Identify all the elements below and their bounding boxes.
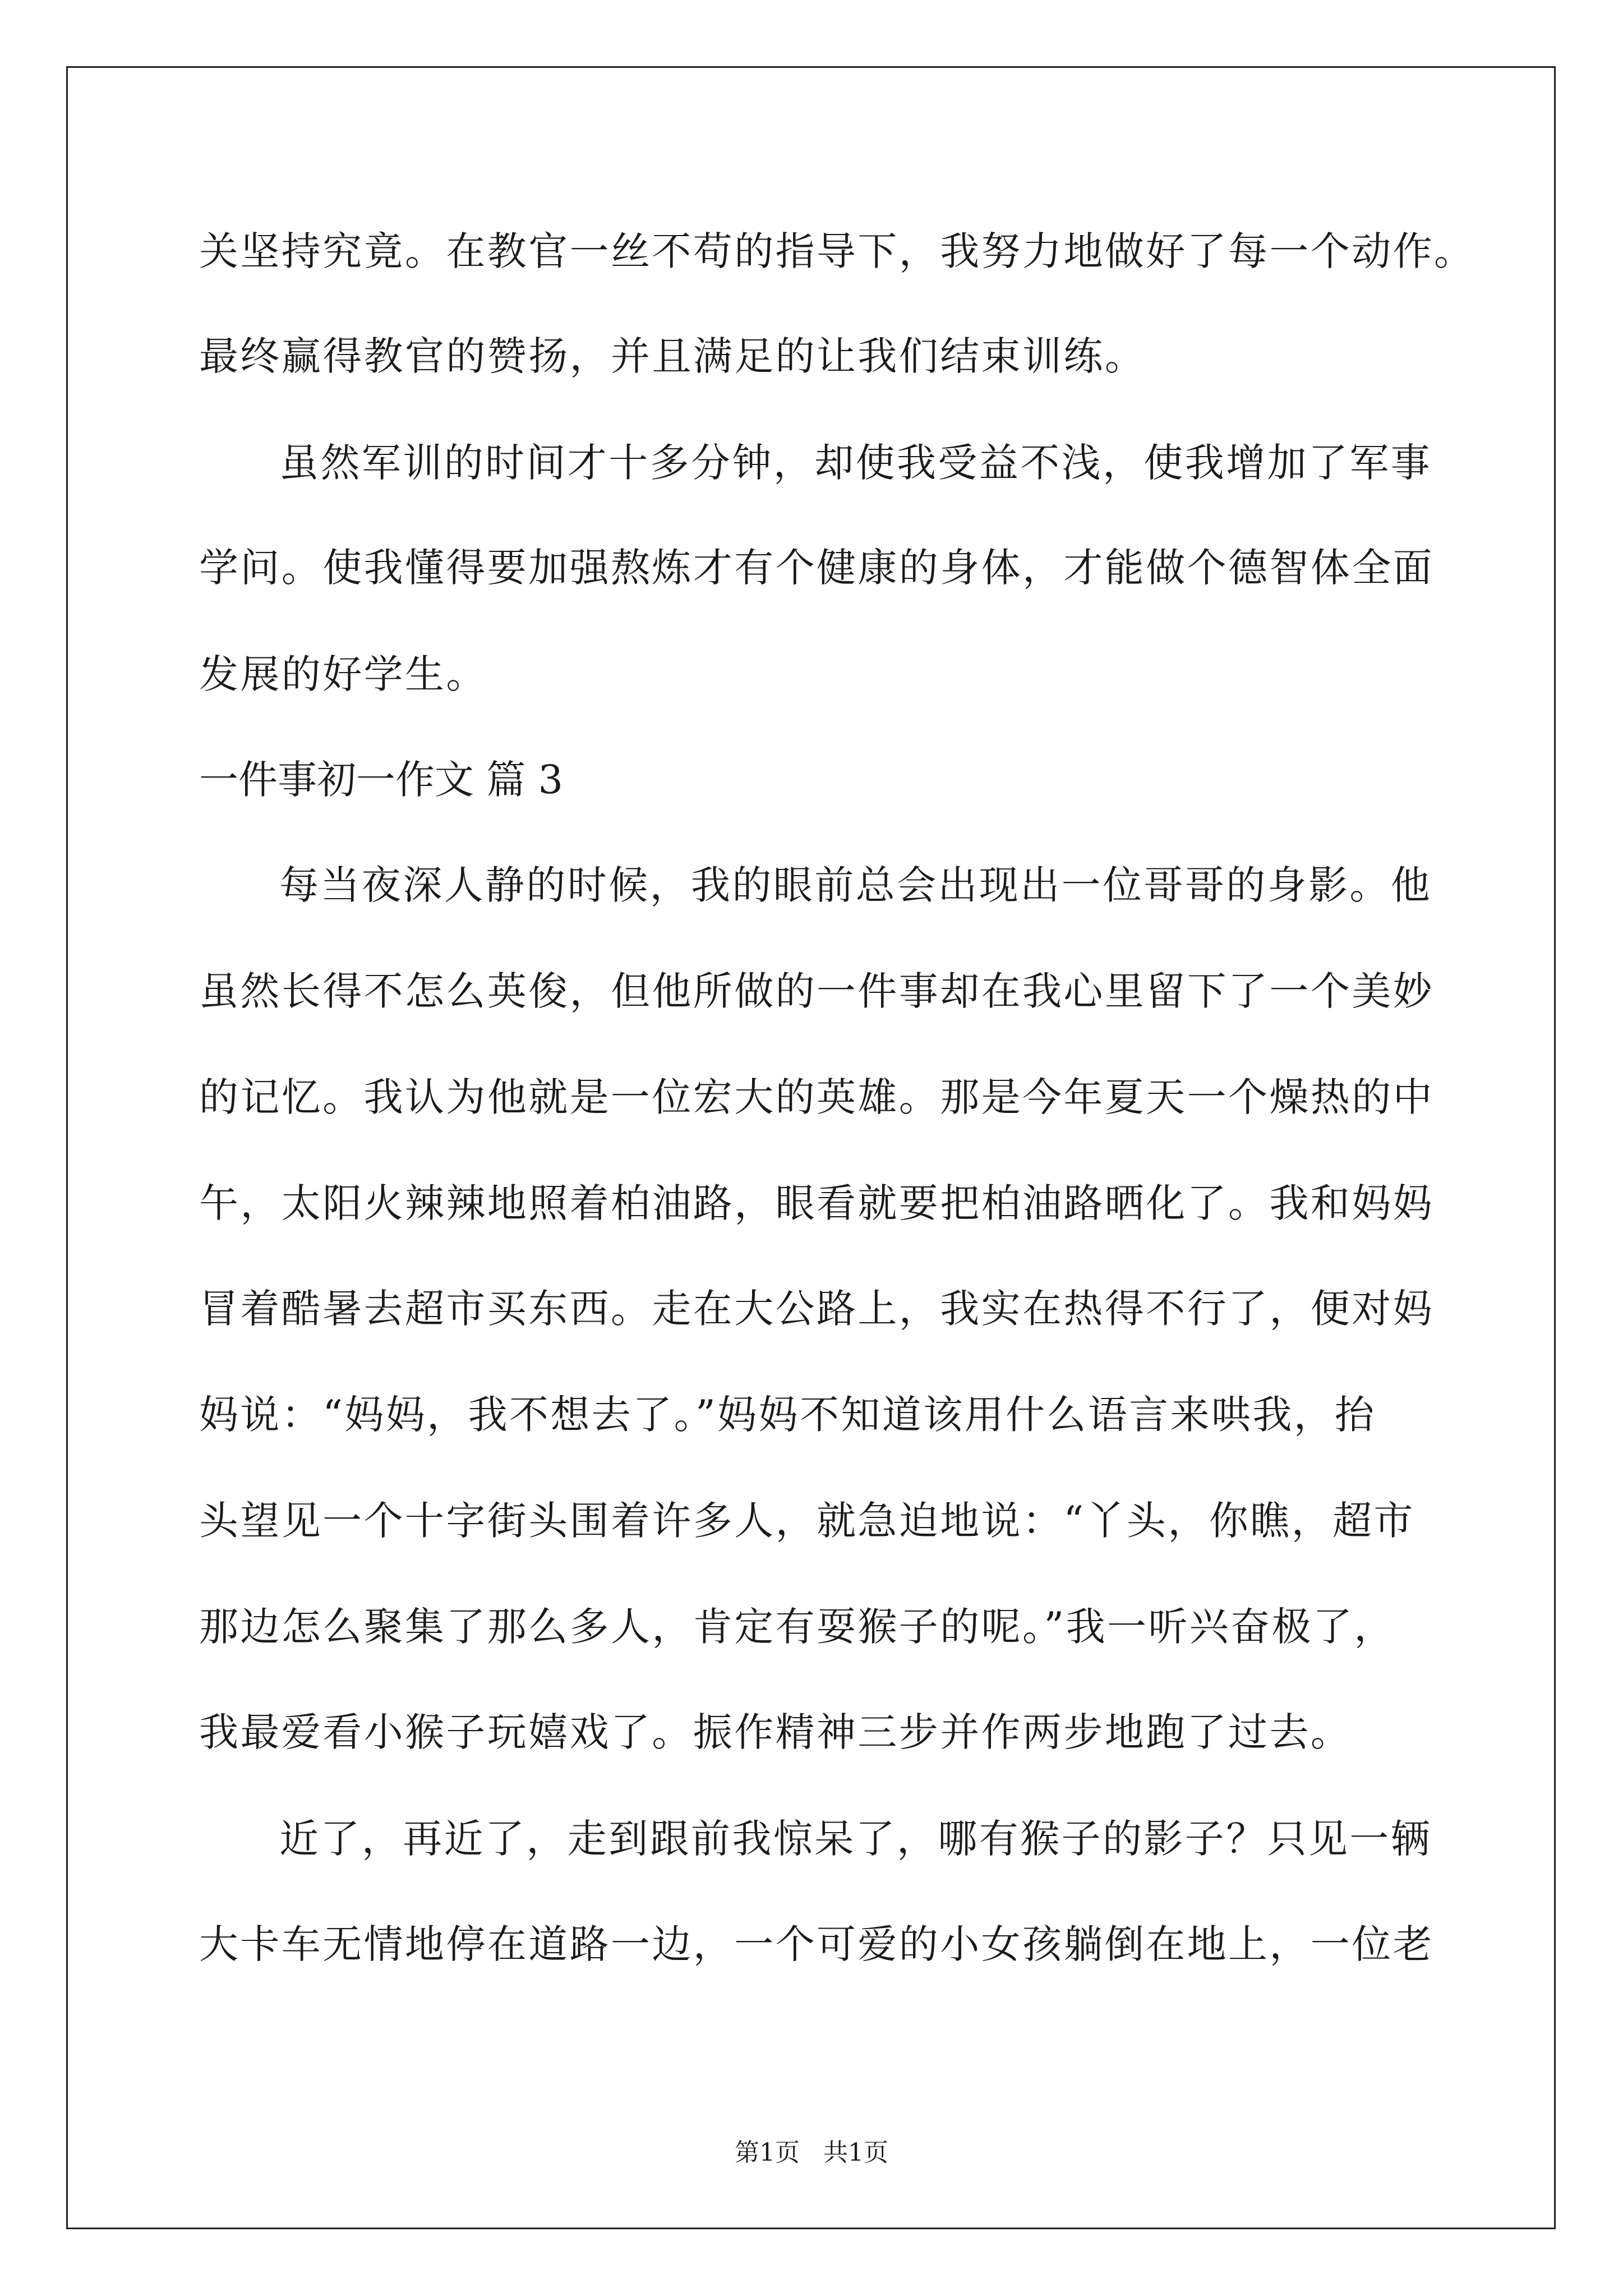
page-border: [66, 66, 1556, 2229]
text-line-2: 最终赢得教官的赞扬，并且满足的让我们结束训练。: [199, 333, 1146, 379]
text-line-17: 大卡车无情地停在道路一边，一个可爱的小女孩躺倒在地上，一位老: [199, 1921, 1434, 1967]
text-line-14: 那边怎么聚集了那么多人，肯定有耍猴子的呢。”我一听兴奋极了，: [199, 1604, 1395, 1650]
text-line-13: 头望见一个十字街头围着许多人，就急迫地说：“丫头，你瞧，超市: [199, 1498, 1415, 1544]
text-line-4: 学问。使我懂得要加强熬炼才有个健康的身体，才能做个德智体全面: [199, 545, 1434, 591]
text-line-5: 发展的好学生。: [199, 651, 487, 697]
text-line-15: 我最爱看小猴子玩嬉戏了。振作精神三步并作两步地跑了过去。: [199, 1709, 1352, 1755]
text-line-16: 近了，再近了，走到跟前我惊呆了，哪有猴子的影子？只见一辆: [279, 1816, 1432, 1862]
text-line-7: 每当夜深人静的时候，我的眼前总会出现出一位哥哥的身影。他: [279, 862, 1432, 908]
text-line-8: 虽然长得不怎么英俊，但他所做的一件事却在我心里留下了一个美妙: [199, 968, 1434, 1014]
text-line-9: 的记忆。我认为他就是一位宏大的英雄。那是今年夏天一个燥热的中: [199, 1074, 1434, 1120]
text-line-12: 妈说：“妈妈，我不想去了。”妈妈不知道该用什么语言来哄我，抬: [199, 1392, 1376, 1438]
text-line-3: 虽然军训的时间才十多分钟，却使我受益不浅，使我增加了军事: [279, 440, 1432, 486]
text-line-10: 午，太阳火辣辣地照着柏油路，眼看就要把柏油路晒化了。我和妈妈: [199, 1180, 1434, 1226]
text-line-1: 关坚持究竟。在教官一丝不苟的指导下，我努力地做好了每一个动作。: [199, 228, 1476, 274]
section-heading: 一件事初一作文 篇 3: [199, 757, 564, 803]
page-footer: 第1页 共1页: [735, 2138, 888, 2167]
text-line-11: 冒着酷暑去超市买东西。走在大公路上，我实在热得不行了，便对妈: [199, 1286, 1434, 1332]
